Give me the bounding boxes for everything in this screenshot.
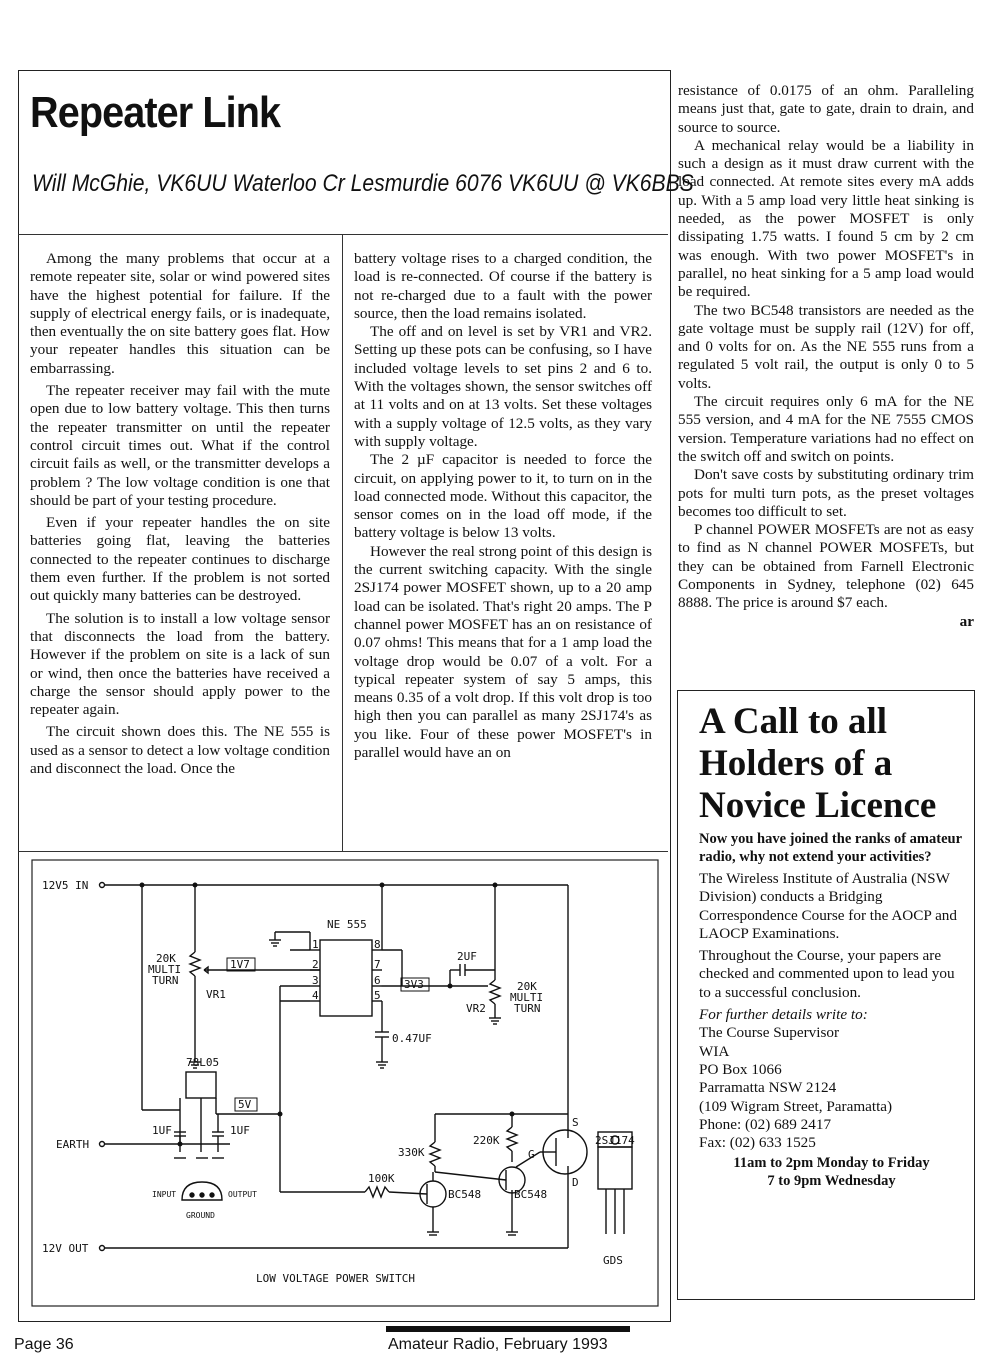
ad-hours-2: 7 to 9pm Wednesday	[767, 1173, 896, 1190]
label-cap-1uf-b: 1UF	[230, 1124, 250, 1137]
label-regulator: 78L05	[186, 1056, 220, 1069]
paragraph: The off and on level is set by VR1 and VR2. Setting up these pots can be confusing, so I have included voltage levels to set pins 2 and 6 to. With the voltages shown, the sensor switches off at 11 volts and on at 13 volts. Set these voltages with a supply voltage of 12.5 volts, as they vary with supply voltage.	[354, 323, 652, 450]
address-line: (109 Wigram Street, Paramatta)	[699, 1097, 893, 1115]
ad-body-2: Throughout the Course, your papers are checked and commented upon to lead you to a successful conclusion.	[699, 947, 955, 1001]
ad-intro: Now you have joined the ranks of amateur radio, why not extend your activities?	[699, 831, 962, 865]
paragraph: However the real strong point of this design is the current switching capacity. With the single 2SJ174 power MOSFET shown, up to a 20 amp load can be isolated. That's right 20 amps. The P channel power MOSFET has an on resistance of 0.07 ohms! This means that for a 1 amp load the voltage drop would be 0.07 of a volt. For a typical repeater system of say 5 amps, this means 0.35 of a volt drop. If this volt drop is too high then you can parallel as many 2SJ174's as you like. Four of these power MOSFET's in parallel would have an on	[354, 542, 652, 762]
header-divider	[18, 234, 668, 235]
schematic-diagram	[20, 852, 670, 1322]
label-pin2-voltage: 1V7	[230, 958, 250, 971]
label-mosfet: 2SJ174	[595, 1134, 635, 1147]
label-drain: D	[572, 1176, 579, 1189]
column-2	[354, 250, 652, 762]
pin-1: 1	[312, 938, 319, 951]
article-title: Repeater Link	[30, 88, 281, 137]
magazine-issue: Amateur Radio, February 1993	[388, 1336, 608, 1353]
label-cap-047: 0.47UF	[392, 1032, 432, 1045]
address-line: Fax: (02) 633 1525	[699, 1134, 816, 1152]
paragraph: The 2 µF capacitor is needed to force the circuit, on applying power to it, to turn on in the load connected mode. Without this capacitor, the sensor comes on in the load off mode, if the battery voltage is below 13 volts.	[354, 451, 652, 542]
label-12v5-in: 12V5 IN	[42, 879, 89, 892]
label-reg-ground: GROUND	[186, 1211, 215, 1220]
address-line: The Course Supervisor	[699, 1024, 840, 1042]
paragraph: battery voltage rises to a charged condition, the load is re-connected. Of course if the battery is not re-charged due to a fault with the power source, then the load remains isolated.	[354, 250, 652, 322]
label-cap-2uf: 2UF	[457, 950, 477, 963]
paragraph: The circuit shown does this. The NE 555 is used as a sensor to detect a low voltage condition and disconnect the load. Once the	[30, 723, 330, 778]
footer-bar	[386, 1326, 630, 1332]
pin-3: 3	[312, 974, 319, 987]
label-vr2: VR2	[466, 1002, 486, 1015]
label-vr1: VR1	[206, 988, 226, 1001]
pin-2: 2	[312, 958, 319, 971]
label-r330k: 330K	[398, 1146, 425, 1159]
paragraph: The solution is to install a low voltage sensor that disconnects the load from the battery. However if the problem on site is a lack of sun or wind, then once the batteries have received a charge the sensor should apply power to the repeater again.	[30, 609, 330, 719]
label-vr2-multi: MULTI	[510, 991, 544, 1004]
novice-licence-ad	[677, 690, 975, 1300]
label-12v-out: 12V OUT	[42, 1242, 89, 1255]
end-mark: ar	[959, 612, 974, 630]
label-earth: EARTH	[56, 1138, 90, 1151]
label-r100k: 100K	[368, 1172, 395, 1185]
column-3	[678, 82, 974, 631]
label-vr1-value: 20K	[156, 952, 176, 965]
address-line: Parramatta NSW 2124	[699, 1079, 837, 1097]
label-cap-1uf-a: 1UF	[152, 1124, 172, 1137]
column-1	[30, 250, 330, 778]
paragraph: Among the many problems that occur at a remote repeater site, solar or wind powered sites have the highest potential for failure. If the supply of electrical energy fails, or is inadequate, then eventually the on site battery goes flat. How your repeater handles this situation can be embarrassing.	[30, 250, 330, 377]
paragraph: The circuit requires only 6 mA for the NE 555 version, and 4 mA for the NE 7555 CMOS version. Temperature variations had no effect on the switch off and switch on points.	[678, 393, 974, 465]
article-byline: Will McGhie, VK6UU Waterloo Cr Lesmurdie 6076 VK6UU @ VK6BBS	[32, 170, 694, 197]
label-ic: NE 555	[327, 918, 367, 931]
pin-6: 6	[374, 974, 381, 987]
ad-hours-1: 11am to 2pm Monday to Friday	[733, 1155, 930, 1172]
address-line: PO Box 1066	[699, 1060, 782, 1078]
paragraph: A mechanical relay would be a liability in such a design as it must draw current with the load connected. At remote sites every mA adds up. With a 5 amp load very little heat sinking is needed, as the power MOSFET is only dissipating 1.75 watts. I found 5 cm by 2 cm was enough. With two power MOSFET's in parallel, no heat sinking for a 5 amp load would be required.	[678, 136, 974, 301]
schematic-caption: LOW VOLTAGE POWER SWITCH	[256, 1272, 415, 1285]
label-5v: 5V	[238, 1098, 252, 1111]
label-q1: BC548	[448, 1188, 482, 1201]
label-vr2-turn: TURN	[514, 1002, 541, 1015]
label-vr1-multi: MULTI	[148, 963, 182, 976]
column-divider-1	[342, 234, 343, 851]
address-line: WIA	[699, 1042, 730, 1060]
page-number: Page 36	[14, 1336, 74, 1353]
paragraph: The repeater receiver may fail with the mute open due to low battery voltage. This then turns the repeater transmitter on until the repeater control circuit times out. What if the control circuit fails as well, or the transmitter develops a problem ? The low voltage condition is one that should be part of your testing procedure.	[30, 382, 330, 509]
address-line: Phone: (02) 689 2417	[699, 1115, 832, 1133]
pin-4: 4	[312, 989, 319, 1002]
label-pin6-voltage: 3V3	[404, 978, 424, 991]
label-reg-input: INPUT	[152, 1190, 177, 1199]
ad-further: For further details write to:	[699, 1006, 868, 1024]
ad-address	[699, 1024, 964, 1152]
label-q2: BC548	[514, 1188, 548, 1201]
pin-7: 7	[374, 958, 381, 971]
label-vr1-turn: TURN	[152, 974, 179, 987]
ad-body-1: The Wireless Institute of Australia (NSW Division) conducts a Bridging Correspondence Course for the AOCP and LAOCP Examinations.	[699, 870, 957, 942]
label-gate: G	[528, 1148, 535, 1161]
pin-8: 8	[374, 938, 381, 951]
label-gds: GDS	[603, 1254, 623, 1267]
label-reg-output: OUTPUT	[228, 1190, 257, 1199]
pin-5: 5	[374, 989, 381, 1002]
ad-heading: A Call to all Holders of a Novice Licence	[699, 701, 937, 826]
paragraph: P channel POWER MOSFETs are not as easy to find as N channel POWER MOSFETs, but they can be obtained from Farnell Electronic Components in Sydney, telephone (02) 645 8888. The price is around $7 each.	[678, 521, 974, 612]
label-source: S	[572, 1116, 579, 1129]
paragraph: Don't save costs by substituting ordinary trim pots for multi turn pots, as the preset voltages becomes too difficult to set.	[678, 466, 974, 520]
label-r220k: 220K	[473, 1134, 500, 1147]
paragraph: The two BC548 transistors are needed as the gate voltage must be supply rail (12V) for off, and 0 volts for on. As the NE 555 runs from a regulated 5 volt rail, the output is only 0 to 5 volts.	[678, 301, 974, 392]
paragraph: resistance of 0.0175 of an ohm. Paralleling means just that, gate to gate, drain to drain, and source to source.	[678, 82, 974, 136]
paragraph: Even if your repeater handles the on site batteries going flat, leaving the batteries connected to the repeater continues to discharge them even further. If the problem is not sorted out quickly many batteries can be destroyed.	[30, 514, 330, 605]
label-vr2-value: 20K	[517, 980, 537, 993]
